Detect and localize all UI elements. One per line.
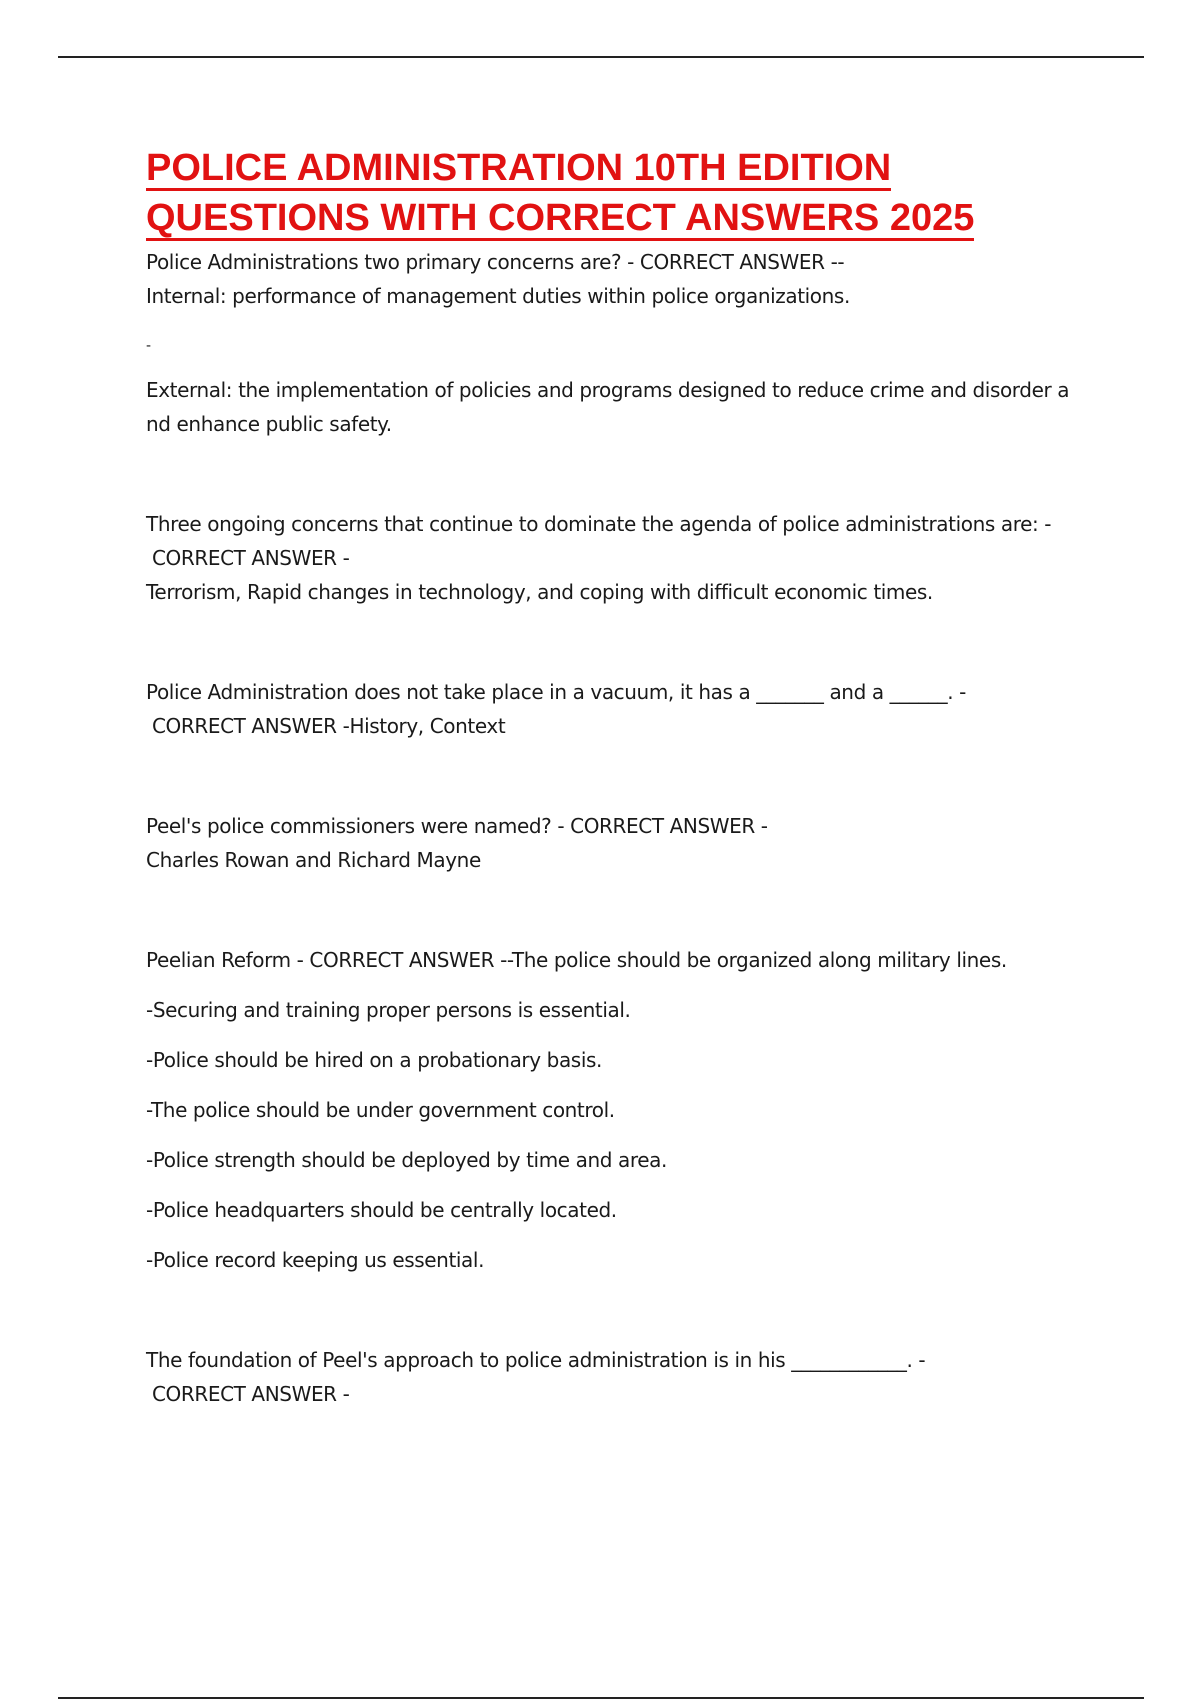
top-rule [58,56,1144,58]
question-5-prompt: Peelian Reform - CORRECT ANSWER --The police should be organized along military lines. [146,948,1007,972]
question-5-item: -Securing and training proper persons is essential. [146,998,631,1022]
question-5-item: -Police should be hired on a probationary basis. [146,1048,602,1072]
question-5-item: -The police should be under government control. [146,1098,615,1122]
question-4-answer: Charles Rowan and Richard Mayne [146,848,481,872]
question-2 [146,507,1106,609]
question-3-prompt: Police Administration does not take place in a vacuum, it has a _______ and a ______. - [146,680,966,704]
question-3-answer: CORRECT ANSWER -History, Context [146,714,506,738]
question-5-item: -Police strength should be deployed by time and area. [146,1148,667,1172]
question-1-answer-internal: Internal: performance of management duties within police organizations. [146,284,850,308]
title-line-1: POLICE ADMINISTRATION 10TH EDITION [146,147,892,189]
question-6-label: CORRECT ANSWER - [146,1382,350,1406]
question-2-label: CORRECT ANSWER - [146,546,350,570]
question-5-item: -Police record keeping us essential. [146,1248,485,1272]
question-1-answer-external: External: the implementation of policies and programs designed to reduce crime and disorder a [146,378,1070,402]
question-1 [146,245,1106,441]
question-1-prompt: Police Administrations two primary concerns are? - CORRECT ANSWER -- [146,250,845,274]
bottom-rule [58,1697,1144,1699]
title-line-2: QUESTIONS WITH CORRECT ANSWERS 2025 [146,197,975,239]
question-4-prompt: Peel's police commissioners were named? - CORRECT ANSWER - [146,814,768,838]
question-2-prompt: Three ongoing concerns that continue to dominate the agenda of police administrations are: - [146,512,1052,536]
question-1-answer-external-cont: nd enhance public safety. [146,412,392,436]
question-5-item: -Police headquarters should be centrally located. [146,1198,617,1222]
question-2-answer: Terrorism, Rapid changes in technology, and coping with difficult economic times. [146,580,933,604]
question-1-dash: - [146,338,151,354]
question-6 [146,1343,1106,1411]
question-5 [146,943,1106,1277]
document-body [146,145,1106,1411]
question-6-prompt: The foundation of Peel's approach to police administration is in his ____________. - [146,1348,926,1372]
question-3 [146,675,1106,743]
question-4 [146,809,1106,877]
document-title [146,145,1106,241]
